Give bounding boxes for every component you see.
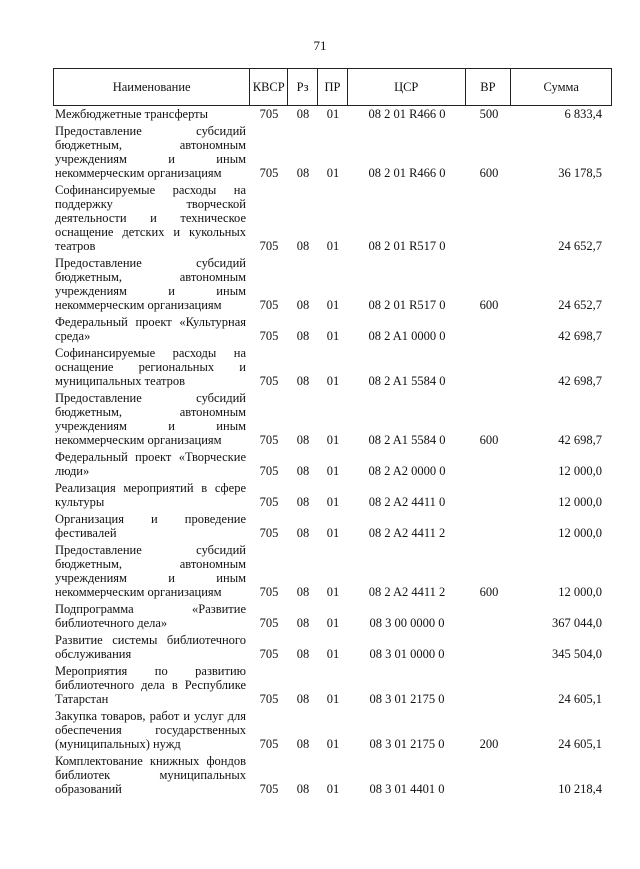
cell-name: Реализация мероприятий в сфере культуры [55, 481, 246, 509]
header-sum: Сумма [543, 79, 579, 94]
table-row [53, 346, 612, 388]
header-rz: Рз [288, 69, 318, 105]
cell-sum: 12 000,0 [558, 526, 602, 540]
cell-kvsr: 705 [259, 374, 279, 388]
cell-name: Предоставление субсидий бюджетным, автономным учреждениям и иным некоммерческим организациям [55, 391, 246, 447]
cell-rz: 08 [296, 495, 310, 509]
table-row [53, 543, 612, 599]
cell-csr: 08 3 01 2175 0 [369, 737, 445, 751]
cell-rz: 08 [296, 616, 310, 630]
cell-pr: 01 [326, 616, 340, 630]
cell-kvsr: 705 [259, 464, 279, 478]
cell-kvsr: 705 [259, 433, 279, 447]
cell-name: Предоставление субсидий бюджетным, автономным учреждениям и иным некоммерческим организациям [55, 124, 246, 180]
cell-csr: 08 2 A2 0000 0 [368, 464, 446, 478]
cell-sum: 42 698,7 [558, 433, 602, 447]
cell-vr: 600 [479, 585, 499, 599]
cell-csr: 08 2 01 R517 0 [368, 298, 446, 312]
cell-pr: 01 [326, 239, 340, 253]
cell-pr: 01 [326, 737, 340, 751]
cell-rz: 08 [296, 298, 310, 312]
cell-sum: 24 605,1 [558, 692, 602, 706]
cell-sum: 24 652,7 [558, 239, 602, 253]
table-header [53, 68, 612, 106]
cell-csr: 08 2 A2 4411 2 [368, 585, 446, 599]
table-row [53, 754, 612, 796]
cell-name: Развитие системы библиотечного обслуживания [55, 633, 246, 661]
cell-csr: 08 2 A1 0000 0 [368, 329, 446, 343]
cell-rz: 08 [296, 239, 310, 253]
table-row [53, 664, 612, 706]
cell-sum: 12 000,0 [558, 464, 602, 478]
cell-sum: 10 218,4 [558, 782, 602, 796]
cell-kvsr: 705 [259, 616, 279, 630]
cell-pr: 01 [326, 329, 340, 343]
cell-pr: 01 [326, 107, 340, 121]
cell-name: Межбюджетные трансферты [55, 107, 209, 121]
cell-rz: 08 [296, 647, 310, 661]
cell-kvsr: 705 [259, 107, 279, 121]
cell-pr: 01 [326, 433, 340, 447]
cell-pr: 01 [326, 374, 340, 388]
cell-kvsr: 705 [259, 585, 279, 599]
cell-kvsr: 705 [259, 526, 279, 540]
cell-sum: 345 504,0 [552, 647, 602, 661]
cell-csr: 08 2 01 R466 0 [368, 166, 446, 180]
cell-vr: 600 [479, 166, 499, 180]
table-row [53, 183, 612, 253]
cell-kvsr: 705 [259, 329, 279, 343]
table-row [53, 602, 612, 630]
cell-pr: 01 [326, 647, 340, 661]
cell-rz: 08 [296, 107, 310, 121]
table-row [53, 709, 612, 751]
cell-csr: 08 2 A1 5584 0 [368, 433, 446, 447]
cell-kvsr: 705 [259, 647, 279, 661]
table-row [53, 124, 612, 180]
cell-name: Мероприятия по развитию библиотечного дела в Республике Татарстан [55, 664, 246, 706]
cell-name: Софинансируемые расходы на оснащение региональных и муниципальных театров [55, 346, 246, 388]
cell-rz: 08 [296, 433, 310, 447]
cell-csr: 08 2 A2 4411 0 [368, 495, 446, 509]
header-csr: ЦСР [348, 69, 466, 105]
cell-kvsr: 705 [259, 166, 279, 180]
table-row [53, 481, 612, 509]
header-kvsr: КВСР [250, 69, 288, 105]
cell-kvsr: 705 [259, 495, 279, 509]
cell-rz: 08 [296, 329, 310, 343]
header-name: Наименование [54, 69, 250, 105]
cell-pr: 01 [326, 166, 340, 180]
cell-name: Организация и проведение фестивалей [55, 512, 246, 540]
cell-rz: 08 [296, 374, 310, 388]
cell-rz: 08 [296, 464, 310, 478]
cell-sum: 367 044,0 [552, 616, 602, 630]
cell-sum: 12 000,0 [558, 585, 602, 599]
cell-pr: 01 [326, 526, 340, 540]
cell-pr: 01 [326, 782, 340, 796]
cell-sum: 36 178,5 [558, 166, 602, 180]
cell-pr: 01 [326, 585, 340, 599]
cell-sum: 6 833,4 [564, 107, 602, 121]
cell-name: Закупка товаров, работ и услуг для обеспечения государственных (муниципальных) нужд [55, 709, 246, 751]
cell-kvsr: 705 [259, 782, 279, 796]
cell-pr: 01 [326, 464, 340, 478]
table-row [53, 391, 612, 447]
cell-rz: 08 [296, 585, 310, 599]
table-row [53, 107, 612, 121]
cell-rz: 08 [296, 692, 310, 706]
cell-name: Федеральный проект «Творческие люди» [55, 450, 246, 478]
cell-pr: 01 [326, 495, 340, 509]
cell-kvsr: 705 [259, 239, 279, 253]
cell-sum: 42 698,7 [558, 374, 602, 388]
cell-sum: 42 698,7 [558, 329, 602, 343]
cell-rz: 08 [296, 782, 310, 796]
cell-pr: 01 [326, 298, 340, 312]
cell-name: Софинансируемые расходы на поддержку творческой деятельности и техническое оснащение детских и кукольных театров [55, 183, 246, 253]
table-row [53, 512, 612, 540]
cell-name: Подпрограмма «Развитие библиотечного дела» [55, 602, 246, 630]
table-body [53, 107, 612, 799]
cell-name: Предоставление субсидий бюджетным, автономным учреждениям и иным некоммерческим организациям [55, 543, 246, 599]
cell-kvsr: 705 [259, 692, 279, 706]
cell-sum: 24 652,7 [558, 298, 602, 312]
cell-sum: 12 000,0 [558, 495, 602, 509]
cell-csr: 08 2 A2 4411 2 [368, 526, 446, 540]
cell-vr: 500 [479, 107, 499, 121]
cell-csr: 08 3 00 0000 0 [369, 616, 445, 630]
cell-kvsr: 705 [259, 298, 279, 312]
cell-vr: 200 [479, 737, 499, 751]
cell-csr: 08 3 01 0000 0 [369, 647, 445, 661]
cell-name: Предоставление субсидий бюджетным, автономным учреждениям и иным некоммерческим организациям [55, 256, 246, 312]
header-vr: ВР [466, 69, 512, 105]
table-row [53, 256, 612, 312]
cell-csr: 08 2 01 R517 0 [368, 239, 446, 253]
cell-rz: 08 [296, 526, 310, 540]
table-row [53, 450, 612, 478]
cell-rz: 08 [296, 737, 310, 751]
cell-vr: 600 [479, 433, 499, 447]
table-row [53, 633, 612, 661]
cell-csr: 08 2 01 R466 0 [368, 107, 446, 121]
table-row [53, 315, 612, 343]
cell-name: Федеральный проект «Культурная среда» [55, 315, 246, 343]
cell-rz: 08 [296, 166, 310, 180]
cell-pr: 01 [326, 692, 340, 706]
cell-vr: 600 [479, 298, 499, 312]
cell-kvsr: 705 [259, 737, 279, 751]
header-pr: ПР [318, 69, 348, 105]
cell-csr: 08 3 01 4401 0 [369, 782, 445, 796]
cell-csr: 08 2 A1 5584 0 [368, 374, 446, 388]
page-number: 71 [313, 38, 327, 53]
cell-csr: 08 3 01 2175 0 [369, 692, 445, 706]
cell-sum: 24 605,1 [558, 737, 602, 751]
cell-name: Комплектование книжных фондов библиотек муниципальных образований [55, 754, 246, 796]
